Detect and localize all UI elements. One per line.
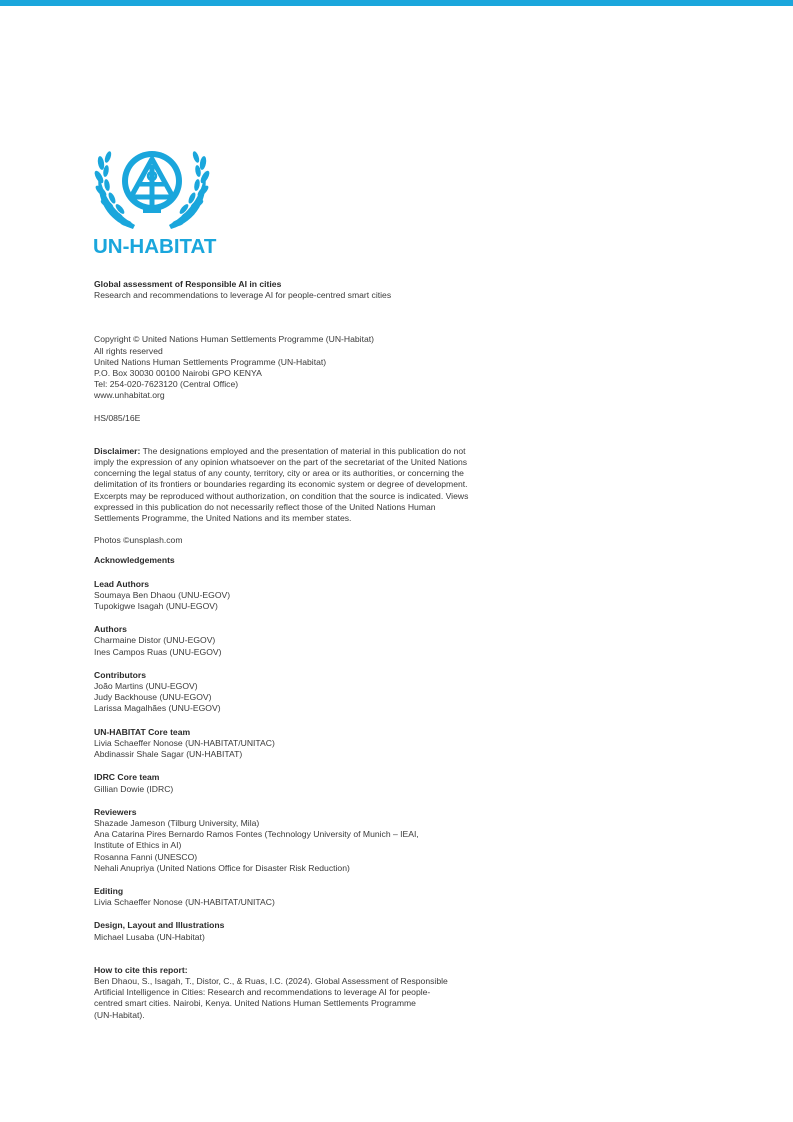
brand-wordmark: UN-HABITAT <box>93 235 217 258</box>
disclaimer-text: The designations employed and the presentation of material in this publication do not imply the expression of any opinion whatsoever on the part of the secretariat of the United Nations concerning the legal status of any county, territory, city or area or its authorities, or concerning the delimitation of its frontiers or boundaries regarding its economic system or degree of development. Excerpts may be reproduced without authorization, on condition that the source is indicated. Views expressed in this publication do not necessarily reflect those of the United Nations Human Settlements Programme, the United Nations and its member states. <box>94 445 469 524</box>
credit-name: Rosanna Fanni (UNESCO) <box>94 851 198 862</box>
citation-block <box>94 965 474 1021</box>
publication-title: Global assessment of Responsible AI in cities <box>94 279 282 289</box>
citation-line: Artificial Intelligence in Cities: Research and recommendations to leverage AI for people- <box>94 987 431 998</box>
citation-line: centred smart cities. Nairobi, Kenya. United Nations Human Settlements Programme <box>94 998 416 1009</box>
credit-heading: Contributors <box>94 669 147 680</box>
credit-heading: Authors <box>94 624 127 635</box>
publication-subtitle: Research and recommendations to leverage AI for people-centred smart cities <box>94 290 392 301</box>
credit-name: Gillian Dowie (IDRC) <box>94 783 174 794</box>
credit-name: Shazade Jameson (Tilburg University, Mila) <box>94 817 260 828</box>
credit-heading: UN-HABITAT Core team <box>94 726 191 737</box>
citation-line: Ben Dhaou, S., Isagah, T., Distor, C., & Ruas, I.C. (2024). Global Assessment of Responsible <box>94 975 448 986</box>
disclaimer <box>94 446 474 524</box>
credit-heading: Editing <box>94 885 124 896</box>
credit-name: Nehali Anupriya (United Nations Office for Disaster Risk Reduction) <box>94 862 350 873</box>
credit-name: Ana Catarina Pires Bernardo Ramos Fontes (Technology University of Munich – IEAI, <box>94 829 419 840</box>
credit-name: Judy Backhouse (UNU-EGOV) <box>94 692 212 703</box>
credit-name: Tupokigwe Isagah (UNU-EGOV) <box>94 601 218 612</box>
copyright-line: Tel: 254-020-7623120 (Central Office) <box>94 379 239 390</box>
top-accent-bar <box>0 0 793 6</box>
credit-heading: Lead Authors <box>94 578 150 589</box>
un-habitat-emblem-icon <box>93 141 211 233</box>
publication-code: HS/085/16E <box>94 412 141 423</box>
credit-name: Livia Schaeffer Nonose (UN-HABITAT/UNITAC) <box>94 897 275 908</box>
citation-line: (UN-Habitat). <box>94 1009 145 1020</box>
copyright-line: All rights reserved <box>94 345 163 356</box>
copyright-line: United Nations Human Settlements Programme (UN-Habitat) <box>94 356 327 367</box>
un-habitat-logo <box>93 141 217 258</box>
copyright-block <box>94 334 474 401</box>
credit-name: João Martins (UNU-EGOV) <box>94 681 198 692</box>
copyright-line: P.O. Box 30030 00100 Nairobi GPO KENYA <box>94 368 262 379</box>
photo-credit: Photos ©unsplash.com <box>94 535 183 546</box>
credits-section <box>94 579 474 943</box>
acknowledgements-heading: Acknowledgements <box>94 555 175 566</box>
credit-name: Ines Campos Ruas (UNU-EGOV) <box>94 646 222 657</box>
credit-name: Charmaine Distor (UNU-EGOV) <box>94 635 216 646</box>
credit-name: Michael Lusaba (UN-Habitat) <box>94 931 205 942</box>
credit-name: Institute of Ethics in AI) <box>94 840 182 851</box>
citation-heading: How to cite this report: <box>94 964 188 975</box>
imprint-page-content <box>94 279 474 1021</box>
credit-heading: IDRC Core team <box>94 772 160 783</box>
credit-name: Soumaya Ben Dhaou (UNU-EGOV) <box>94 589 231 600</box>
disclaimer-label: Disclaimer: <box>94 445 141 456</box>
credit-heading: Design, Layout and Illustrations <box>94 920 225 931</box>
copyright-line: Copyright © United Nations Human Settlements Programme (UN-Habitat) <box>94 334 375 345</box>
copyright-line: www.unhabitat.org <box>94 390 165 401</box>
credit-name: Abdinassir Shale Sagar (UN-HABITAT) <box>94 749 243 760</box>
credit-name: Livia Schaeffer Nonose (UN-HABITAT/UNITAC) <box>94 737 275 748</box>
credit-heading: Reviewers <box>94 806 137 817</box>
credit-name: Larissa Magalhães (UNU-EGOV) <box>94 703 221 714</box>
